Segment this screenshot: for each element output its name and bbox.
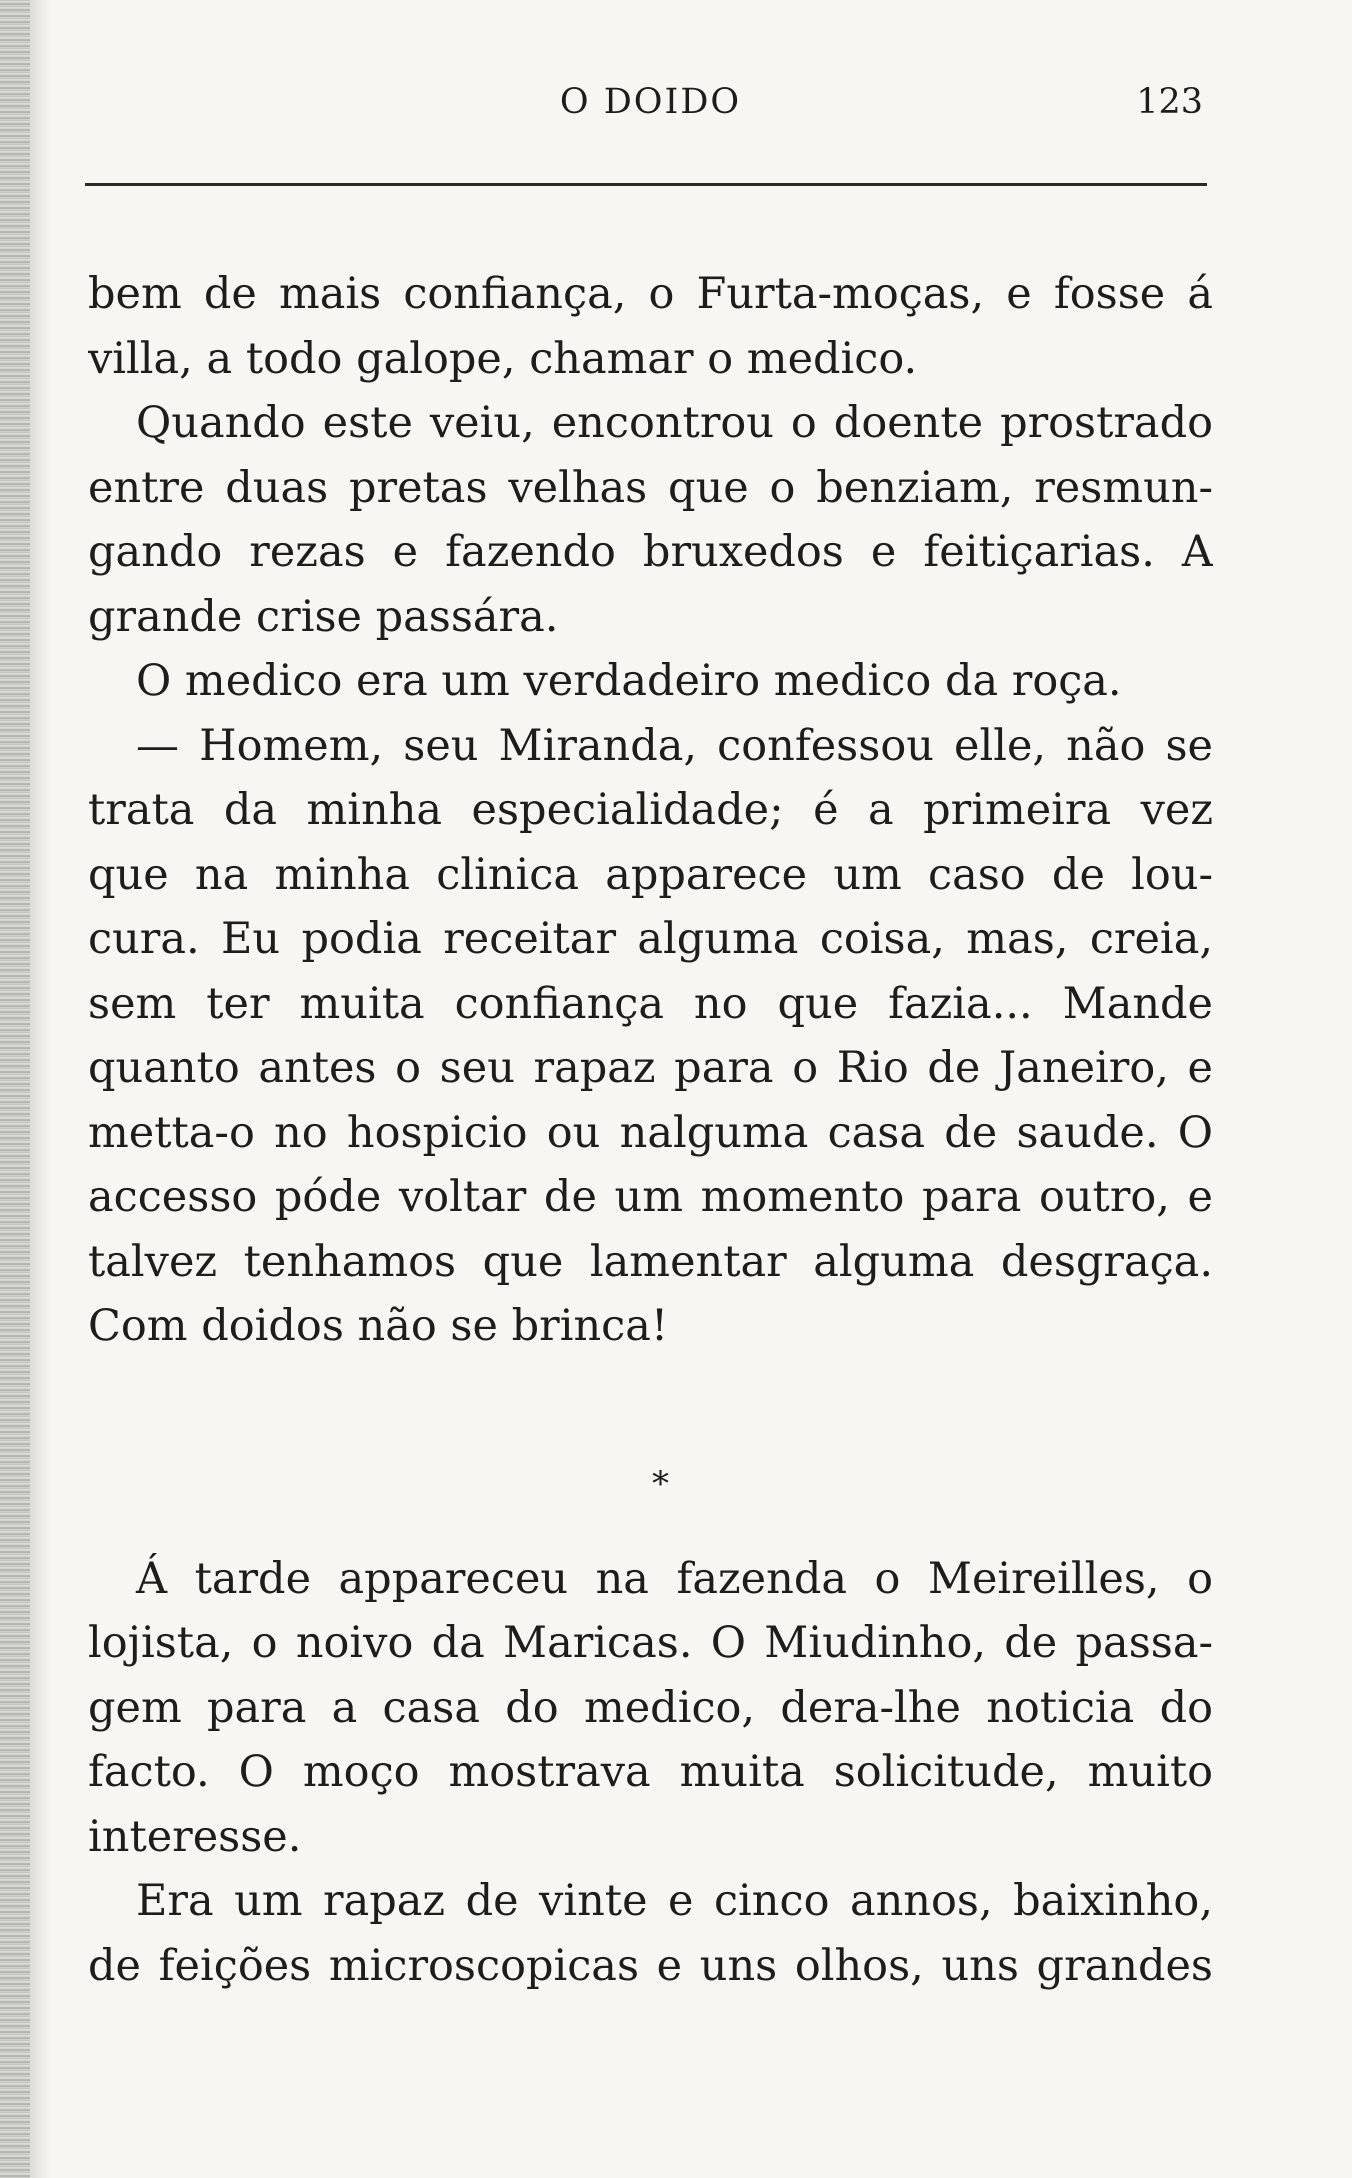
page-number: 123 xyxy=(1136,82,1203,122)
running-head xyxy=(88,82,1213,132)
text-line: villa, a todo galope, chamar o medico. xyxy=(88,333,918,384)
text-line: Á tarde appareceu na fazenda o Meireilles, o xyxy=(136,1553,1213,1604)
text-line: de feições microscopicas e uns olhos, uns grandes xyxy=(88,1940,1213,1991)
text-line: gem para a casa do medico, dera-lhe noticia do xyxy=(88,1682,1213,1733)
text-line: Quando este veiu, encontrou o doente prostrado xyxy=(136,398,1213,448)
text-line: grande crise passára. xyxy=(88,591,559,642)
section-gap xyxy=(88,1519,1213,1547)
text-line: bem de mais confiança, o Furta-moças, e fosse á xyxy=(88,269,1213,319)
text-line: quanto antes o seu rapaz para o Rio de Janeiro, e xyxy=(88,1043,1213,1093)
text-line: metta-o no hospicio ou nalguma casa de saude. O xyxy=(88,1107,1213,1158)
text-line: cura. Eu podia receitar alguma coisa, mas, creia, xyxy=(88,914,1213,964)
text-line: entre duas pretas velhas que o benziam, resmun- xyxy=(88,462,1213,513)
text-line: sem ter muita confiança no que fazia... Mande xyxy=(88,978,1213,1029)
body-text xyxy=(88,262,1213,1998)
text-line: gando rezas e fazendo bruxedos e feitiçarias. A xyxy=(88,527,1213,577)
text-line: trata da minha especialidade; é a primeira vez xyxy=(88,785,1213,835)
header-rule xyxy=(85,183,1207,186)
text-line: lojista, o noivo da Maricas. O Miudinho, de passa- xyxy=(88,1618,1213,1668)
page-binding-edge xyxy=(0,0,30,2178)
text-line: talvez tenhamos que lamentar alguma desgraça. xyxy=(88,1236,1213,1287)
text-line: interesse. xyxy=(88,1811,302,1862)
text-line: Era um rapaz de vinte e cinco annos, baixinho, xyxy=(136,1876,1213,1926)
text-line: que na minha clinica apparece um caso de lou- xyxy=(88,849,1213,900)
text-line: — Homem, seu Miranda, confessou elle, não se xyxy=(136,720,1213,771)
section-separator: * xyxy=(652,1463,669,1504)
text-line: facto. O moço mostrava muita solicitude, muito xyxy=(88,1747,1213,1797)
text-line: accesso póde voltar de um momento para outro, e xyxy=(88,1172,1213,1222)
text-line: Com doidos não se brinca! xyxy=(88,1301,669,1351)
running-title: O DOIDO xyxy=(559,82,742,122)
section-gap xyxy=(88,1359,1213,1449)
binding-shadow xyxy=(30,0,50,2178)
text-line: O medico era um verdadeiro medico da roça. xyxy=(136,656,1122,706)
